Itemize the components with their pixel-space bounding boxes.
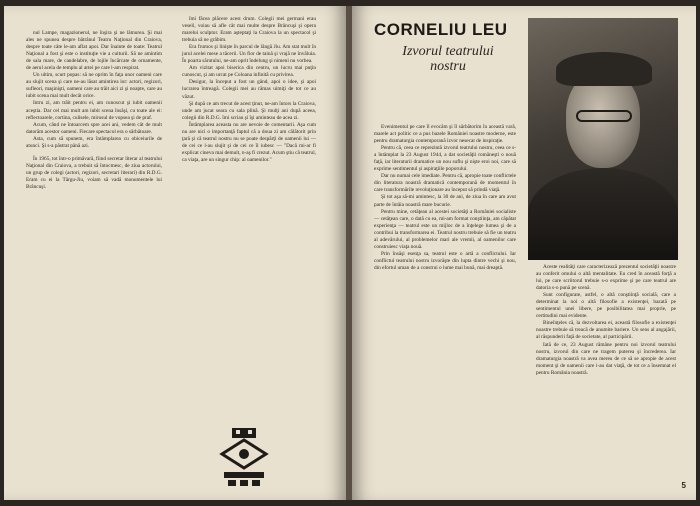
portrait-coat — [528, 168, 678, 260]
paragraph: Iată de ce, 23 August rămâne pentru noi izvorul teatrului nostru, izvorul din care ne tragem puterea şi încrederea. Iar dramaturgia noastră va avea mereu de ce să se apropie de acest moment şi de oamenii care i-au dat viaţă, de tot ce a însemnat el pentru România noastră. — [536, 341, 676, 376]
right-column-2 — [536, 264, 676, 377]
paragraph: Întâmplarea aceasta nu are nevoie de comentarii. Aşa cum nu are nici o importanţă faptul că a doua zi am călătorit prin ţară şi că teatrul nostru nu se poate despărţi de oamenii lui — de cei ce l-au slujit şi de cei ce îl iubesc — "Dacă mi-ar fi explicat cineva mai demult, n-aş fi crezut. Acum ştiu că teatrul, ca viaţa, are un singur chip: al oamenilor." — [182, 121, 316, 163]
paragraph: Acum, când ne întoarcem spre acei ani, vedem cât de mult datorăm acestor oameni. Fiecare spectacol era o sărbătoare. — [26, 121, 162, 135]
title-line: Izvorul teatrului — [402, 44, 494, 59]
right-page — [352, 6, 696, 500]
paragraph: Sunt configurate, astfel, o altă conştiinţă socială, care a determinat la noi o altă filosofie a existenţei, bazată pe sentimentul unei libere, pe posibilitatea mai proprie, pe certitudini mai evidente. — [536, 292, 676, 320]
left-column-1 — [26, 30, 162, 191]
title-line: nostru — [430, 59, 466, 74]
left-page — [4, 6, 346, 500]
right-column-1 — [374, 124, 516, 272]
paragraph: Şi după ce am trecut de acest ţinut, ne-am întors la Craiova, unde am jucat seara cu sala plină. Şi mulţi ani după aceea, colegii din R.D.G. îmi scriau şi îşi aminteau de acea zi. — [182, 100, 316, 121]
paragraph: Pentru că, ceea ce reprezintă izvorul teatrului nostru, ceea ce s-a întâmplat la 23 August 1944, a dat societăţii româneşti o nouă faţă, iar literaturii dramatice un nou suflu şi nişte eroi noi, care să exprime sentimentul şi aspiraţiile poporului. — [374, 145, 516, 173]
paragraph: îmi făcea plăcere acest drum. Colegii mei germani erau veseli, voiau să afle cât mai multe despre Brâncuşi şi opera marelui sculptor. Eram aşteptaţi la Craiova la un spectacol şi trebuia să ne grăbim. — [182, 16, 316, 44]
paragraph: Pentru mine, cetăţean al acestei societăţi a României socialiste — cetăţean care, o dată cu ea, mi-am format conştiinţa, am căpătat experienţa — teatrul este un mijloc de a înţelege lumea şi de a contribui la transformarea ei. Teatrul nostru trebuie să fie un teatru al adevărului, al problemelor mari ale vremii, al oamenilor care construiesc viaţa nouă. — [374, 208, 516, 250]
paragraph: Un ultim, scurt popas: să ne oprim în faţa unor oameni care au slujit scena şi care ne-au lăsat amintirea lor: actori, regizori, sufleori, maşinişti, oameni care au trăit aici zi şi noapte, care au iubit scena mai mult decât orice. — [26, 72, 162, 100]
author-portrait — [528, 18, 678, 260]
paragraph: Asta, cum să spunem, era întâmplarea cu obiceiurile de atunci. Şi s-a păstrat până azi. — [26, 135, 162, 149]
paragraph: nul Lampe, magazionerul, ne înşira şi ne lămurea. Şi mai ales ne spunea despre bătrânul Teatru Naţional din Craiova, despre toate câte le-am aflat apoi. Dar înainte de toate: Teatrul Naţional a fost şi este o instituţie vie a culturii. Să ne amintim de sala mare, de candelabre, de lojile încărcate de ornamente, de aerul acela de templu al artei pe care l-am respirat. — [26, 30, 162, 72]
paragraph: Dar nu numai cele imediate. Pentru că, apropie toate conflictele din literatura noastră dramatică contemporană de momentul în care transformările revoluţionare au început să prindă viaţă. — [374, 173, 516, 194]
paragraph: Intru zi, am trăit pentru ei, am cunoscut şi iubit oamenii aceştia. Dar cel mai mult am iubit scena însăşi, cu toate ale ei: reflectoarele, cortina, culisele, mirosul de vopsea şi de praf. — [26, 100, 162, 121]
paragraph: Era frumos şi linişte în parcul de lângă Jiu. Am stat mult în jurul acelei mese a tăcerii. Un fior de taină şi vrajă ne învăluia. În poarta sărutului, ne-am oprit îndelung şi nimeni nu vorbea. — [182, 44, 316, 65]
paragraph: Aceste realităţi care caracterizează prezentul societăţii noastre au conferit omului o altă mentalitate. Eu cred în această forţă a lui, pe care scriitorul trebuie s-o exprime şi pe care teatrul are datoria s-o pună pe scenă. — [536, 264, 676, 292]
portrait-glasses — [576, 110, 632, 122]
folk-ornament-icon — [218, 426, 270, 488]
left-column-2 — [182, 16, 316, 164]
portrait-hat — [556, 52, 652, 86]
paragraph: Desigur, la început a fost un gând, apoi o idee, şi apoi lucrarea întreagă. Colegii mei au rămas uimiţi de tot ce au văzut. — [182, 79, 316, 100]
paragraph: Bineînţeles că, la dezvoltarea ei, această filosofie a existenţei noastre trebuie să treacă de anumite bariere. Un sens al angajării, al răspunderii faţă de societate, al participării. — [536, 320, 676, 341]
page-number: 5 — [681, 481, 686, 490]
paragraph: Prin însăşi esenţa sa, teatrul este o artă a conflictului. Iar conflictul teatrului nostru izvorăşte din lupta dintre vechi şi nou, din efortul uman de a construi o lume mai bună, mai dreaptă. — [374, 250, 516, 271]
paragraph: Evenimentul pe care îl evocăm şi îl sărbătorim în această vară, marele act politic ce a pus bazele României noastre moderne, este pentru dramaturgia contemporană izvor nesecat de inspiraţie. — [374, 124, 516, 145]
paragraph: Am vizitat apoi biserica din centru, un lucru mai puţin cunoscut, şi am urcat pe Coloana infinită cu privirea. — [182, 65, 316, 79]
author-name: CORNELIU LEU — [374, 20, 508, 39]
paragraph: Şi tot aşa să-mi amintesc, la 30 de ani, de ziua în care am avut parte de întâia noastră mare bucurie. — [374, 194, 516, 208]
paragraph: În 1965, tot într-o primăvară, fiind secretar literar al teatrului Naţional din Craiova, a trebuit să întocmesc, de ziua actorului, un grup de colegi (actori, regizori, secretari literari) din R.D.G. Eram cu ei la Târgu-Jiu, voiam să vadă monumentele lui Brâncuşi. — [26, 155, 162, 190]
article-title — [386, 44, 510, 74]
